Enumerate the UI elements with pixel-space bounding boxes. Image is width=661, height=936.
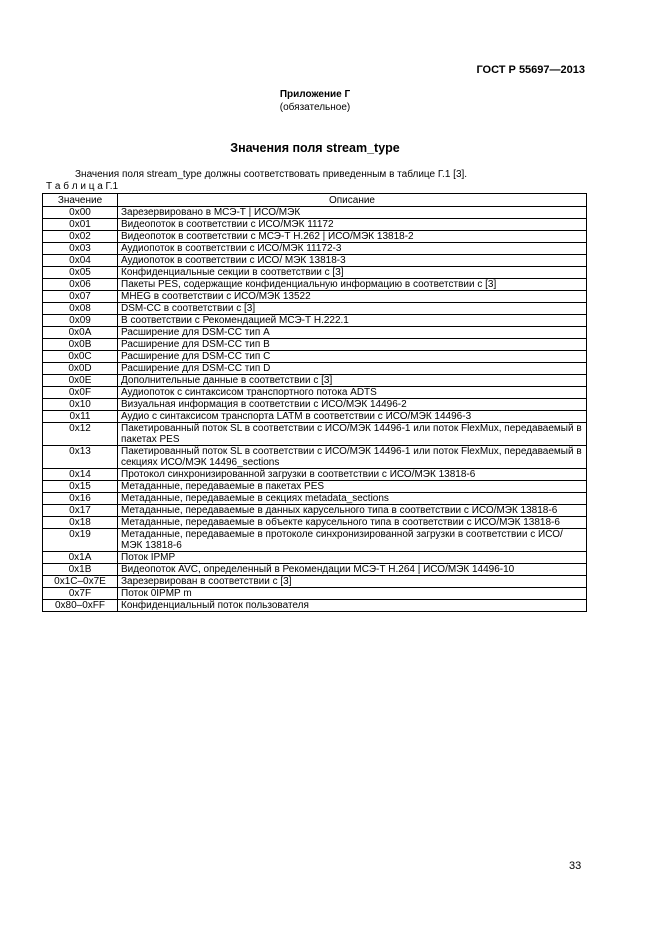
stream-type-description: Аудиопоток с синтаксисом транспортного потока ADTS xyxy=(118,387,587,399)
table-row xyxy=(43,446,587,469)
stream-type-value: 0x0C xyxy=(43,351,118,363)
table-row xyxy=(43,469,587,481)
intro-paragraph: Значения поля stream_type должны соответствовать приведенным в таблице Г.1 [3]. xyxy=(75,169,468,180)
stream-type-description: Визуальная информация в соответствии с ИСО/МЭК 14496-2 xyxy=(118,399,587,411)
stream-type-description: Аудио с синтаксисом транспорта LATM в соответствии с ИСО/МЭК 14496-3 xyxy=(118,411,587,423)
stream-type-description: Аудиопоток в соответствии с ИСО/ МЭК 13818-3 xyxy=(118,255,587,267)
stream-type-value: 0x0E xyxy=(43,375,118,387)
stream-type-value: 0x16 xyxy=(43,493,118,505)
stream-type-description: Метаданные, передаваемые в пакетах PES xyxy=(118,481,587,493)
stream-type-description: Пакетированный поток SL в соответствии с ИСО/МЭК 14496-1 или поток FlexMux, передаваемый в секциях ИСО/МЭК 14496_sections xyxy=(118,446,587,469)
page-number: 33 xyxy=(569,860,582,872)
section-title: Значения поля stream_type xyxy=(230,141,400,155)
stream-type-value: 0x07 xyxy=(43,291,118,303)
table-row xyxy=(43,267,587,279)
table-row xyxy=(43,576,587,588)
stream-type-description: Поток 0IPMP m xyxy=(118,588,587,600)
stream-type-description: MHEG в соответствии с ИСО/МЭК 13522 xyxy=(118,291,587,303)
table-row xyxy=(43,505,587,517)
stream-type-value: 0x01 xyxy=(43,219,118,231)
stream-type-value: 0x10 xyxy=(43,399,118,411)
stream-type-value: 0x15 xyxy=(43,481,118,493)
stream-type-description: Видеопоток AVC, определенный в Рекомендации МСЭ-Т Н.264 | ИСО/МЭК 14496-10 xyxy=(118,564,587,576)
stream-type-description: Аудиопоток в соответствии с ИСО/МЭК 11172-3 xyxy=(118,243,587,255)
standard-designation: ГОСТ Р 55697—2013 xyxy=(476,64,585,76)
table-row xyxy=(43,219,587,231)
table-row xyxy=(43,517,587,529)
stream-type-description: Метаданные, передаваемые в секциях metadata_sections xyxy=(118,493,587,505)
table-row xyxy=(43,351,587,363)
stream-type-value: 0x1B xyxy=(43,564,118,576)
stream-type-description: Метаданные, передаваемые в данных карусельного типа в соответствии с ИСО/МЭК 13818-6 xyxy=(118,505,587,517)
stream-type-value: 0x00 xyxy=(43,207,118,219)
table-row xyxy=(43,588,587,600)
stream-type-description: В соответствии с Рекомендацией МСЭ-Т Н.222.1 xyxy=(118,315,587,327)
table-header-row xyxy=(43,194,587,207)
table-label: Т а б л и ц а Г.1 xyxy=(46,181,119,192)
table-row xyxy=(43,231,587,243)
stream-type-description: Видеопоток в соответствии с МСЭ-Т Н.262 | ИСО/МЭК 13818-2 xyxy=(118,231,587,243)
stream-type-description: Дополнительные данные в соответствии с [3] xyxy=(118,375,587,387)
stream-type-value: 0x04 xyxy=(43,255,118,267)
stream-type-description: Расширение для DSM-CC тип D xyxy=(118,363,587,375)
table-body xyxy=(43,207,587,612)
table-row xyxy=(43,552,587,564)
table-row xyxy=(43,315,587,327)
stream-type-value: 0x18 xyxy=(43,517,118,529)
stream-type-value: 0x0F xyxy=(43,387,118,399)
table-row xyxy=(43,303,587,315)
stream-type-description: Протокол синхронизированной загрузки в соответствии с ИСО/МЭК 13818-6 xyxy=(118,469,587,481)
table-row xyxy=(43,493,587,505)
stream-type-value: 0x09 xyxy=(43,315,118,327)
table-row xyxy=(43,387,587,399)
table-row xyxy=(43,279,587,291)
stream-type-value: 0x0A xyxy=(43,327,118,339)
stream-type-value: 0x02 xyxy=(43,231,118,243)
table-row xyxy=(43,255,587,267)
stream-type-description: Зарезервирован в соответствии с [3] xyxy=(118,576,587,588)
stream-type-value: 0x1A xyxy=(43,552,118,564)
stream-type-table xyxy=(42,193,587,612)
stream-type-description: Конфиденциальные секции в соответствии с [3] xyxy=(118,267,587,279)
stream-type-value: 0x14 xyxy=(43,469,118,481)
stream-type-value: 0x0B xyxy=(43,339,118,351)
annex-subtitle: (обязательное) xyxy=(279,102,351,113)
stream-type-description: Расширение для DSM-CC тип B xyxy=(118,339,587,351)
stream-type-description: Зарезервировано в МСЭ-Т | ИСО/МЭК xyxy=(118,207,587,219)
stream-type-description: Расширение для DSM-CC тип C xyxy=(118,351,587,363)
stream-type-description: DSM-CC в соответствии с [3] xyxy=(118,303,587,315)
table-row xyxy=(43,327,587,339)
stream-type-value: 0x17 xyxy=(43,505,118,517)
table-row xyxy=(43,399,587,411)
stream-type-value: 0x05 xyxy=(43,267,118,279)
stream-type-description: Видеопоток в соответствии с ИСО/МЭК 11172 xyxy=(118,219,587,231)
stream-type-value: 0x13 xyxy=(43,446,118,469)
table-row xyxy=(43,564,587,576)
table-row xyxy=(43,207,587,219)
table-row xyxy=(43,243,587,255)
stream-type-description: Пакеты PES, содержащие конфиденциальную информацию в соответствии с [3] xyxy=(118,279,587,291)
annex-title: Приложение Г xyxy=(279,89,351,100)
stream-type-value: 0x7F xyxy=(43,588,118,600)
annex-heading xyxy=(0,88,630,114)
table-row xyxy=(43,411,587,423)
stream-type-value: 0x1C–0x7E xyxy=(43,576,118,588)
stream-type-value: 0x0D xyxy=(43,363,118,375)
table-row xyxy=(43,291,587,303)
stream-type-value: 0x03 xyxy=(43,243,118,255)
stream-type-value: 0x19 xyxy=(43,529,118,552)
table-row xyxy=(43,363,587,375)
stream-type-description: Расширение для DSM-CC тип A xyxy=(118,327,587,339)
stream-type-value: 0x12 xyxy=(43,423,118,446)
table-row xyxy=(43,423,587,446)
table-row xyxy=(43,529,587,552)
table-row xyxy=(43,600,587,612)
table-row xyxy=(43,339,587,351)
stream-type-description: Метаданные, передаваемые в объекте карусельного типа в соответствии с ИСО/МЭК 13818-6 xyxy=(118,517,587,529)
table-row xyxy=(43,481,587,493)
column-header-value: Значение xyxy=(43,194,118,207)
stream-type-description: Конфиденциальный поток пользователя xyxy=(118,600,587,612)
stream-type-description: Метаданные, передаваемые в протоколе синхронизированной загрузки в соответствии с ИСО/МЭК 13818-6 xyxy=(118,529,587,552)
stream-type-value: 0x08 xyxy=(43,303,118,315)
table-row xyxy=(43,375,587,387)
stream-type-value: 0x11 xyxy=(43,411,118,423)
stream-type-description: Пакетированный поток SL в соответствии с ИСО/МЭК 14496-1 или поток FlexMux, передаваемый в пакетах PES xyxy=(118,423,587,446)
stream-type-description: Поток IPMP xyxy=(118,552,587,564)
stream-type-value: 0x06 xyxy=(43,279,118,291)
column-header-description: Описание xyxy=(118,194,587,207)
stream-type-value: 0x80–0xFF xyxy=(43,600,118,612)
